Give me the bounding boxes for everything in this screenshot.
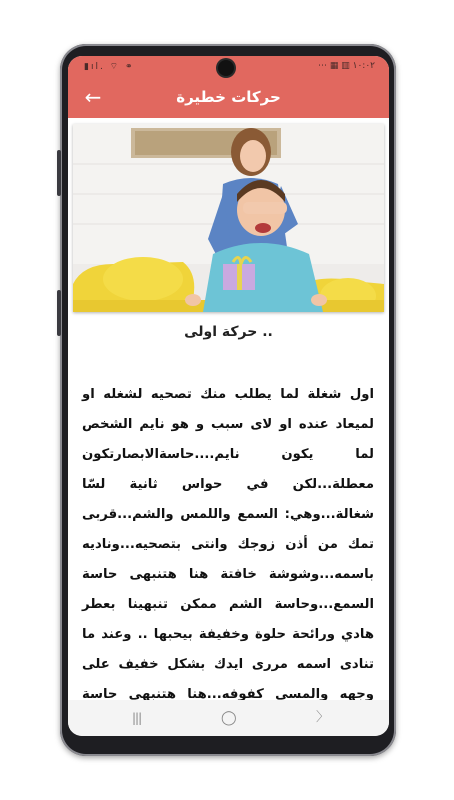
article-body: اول شغلة لما يطلب منك تصحيه لشغله او لميعاد عنده او لاى سبب و هو نايم الشخص لما يكون نايم....حاسةالابصارتكون معطلة...لكن في حواس ثانية لسّا شغالة...وهي: السمع واللمس والشم...قربى تمك من أذن زوجك وانتى بتصحيه...وناديه باسمه...وشوشة خافتة هنا هتنبهى حاسة السمع...وحاسة الشم ممكن تنبهينا بعطر هادي ورائحة حلوة وخفيفة بيحبها .. وعند ما تنادى اسمه مررى ايدك بشكل خفيف على وجهه والمسى كفوفه...هنا هتنبهى حاسة bbox=[82, 387, 374, 700]
couple-gift-photo bbox=[73, 124, 384, 312]
status-bar bbox=[68, 56, 389, 78]
article-content[interactable] bbox=[68, 118, 389, 700]
page-title: حركات خطيرة bbox=[176, 88, 281, 106]
power-button bbox=[57, 290, 61, 336]
nav-back-icon[interactable]: 〉 bbox=[316, 710, 330, 725]
back-arrow-icon[interactable]: ← bbox=[84, 85, 102, 109]
home-icon[interactable]: ◯ bbox=[221, 710, 237, 726]
camera-punch-hole bbox=[218, 60, 234, 76]
phone-screen bbox=[68, 56, 389, 736]
status-icons-left: ▮ıl. ⌔ ⚭ bbox=[84, 62, 135, 72]
volume-button bbox=[57, 150, 61, 196]
recents-icon[interactable]: ||| bbox=[132, 711, 142, 725]
app-bar bbox=[68, 78, 389, 118]
android-nav-bar bbox=[68, 700, 389, 736]
article-photo bbox=[73, 124, 384, 312]
article-heading: حركة اولى .. bbox=[184, 324, 273, 340]
status-icons-right: ⋯ ▦ ▥ ١٠:٠٢ bbox=[318, 61, 375, 71]
